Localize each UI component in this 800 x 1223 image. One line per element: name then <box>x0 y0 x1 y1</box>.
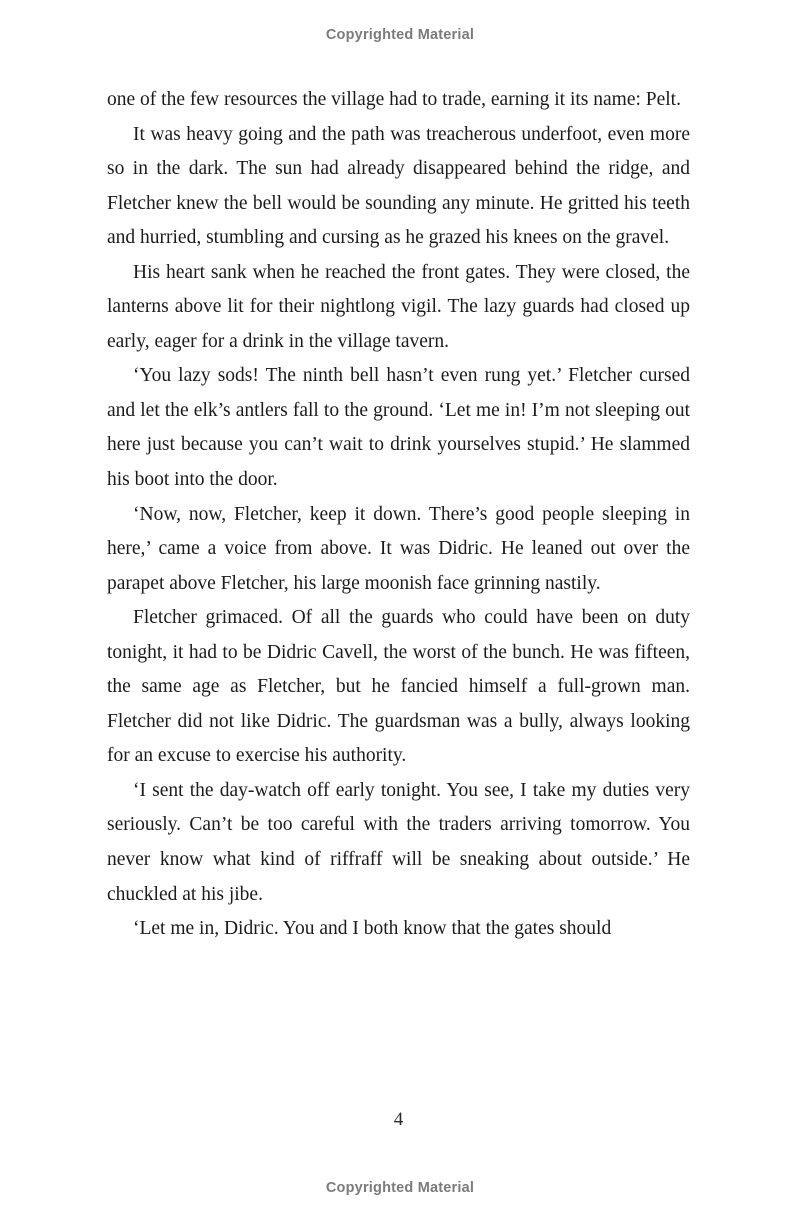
body-paragraph: Fletcher grimaced. Of all the guards who could have been on duty tonight, it had to be Didric Cavell, the worst of the bunch. He was fifteen, the same age as Fletcher, but he fancied himself a full-grown man. Fletcher did not like Didric. The guardsman was a bully, always looking for an excuse to exercise his authority. <box>107 607 690 767</box>
copyright-notice-top: Copyrighted Material <box>325 27 475 43</box>
body-paragraph: ‘Now, now, Fletcher, keep it down. There’s good people sleeping in here,’ came a voice from above. It was Didric. He leaned out over the parapet above Fletcher, his large moonish face grinning nastily. <box>107 503 690 594</box>
body-paragraph: ‘I sent the day-watch off early tonight. You see, I take my duties very seriously. Can’t be too careful with the traders arriving tomorrow. You never know what kind of riffraff will be sneaking about outside.’ He chuckled at his jibe. <box>107 779 690 905</box>
copyright-notice-bottom: Copyrighted Material <box>325 1180 475 1196</box>
body-paragraph: ‘Let me in, Didric. You and I both know that the gates should <box>133 918 612 940</box>
body-paragraph: ‘You lazy sods! The ninth bell hasn’t even rung yet.’ Fletcher cursed and let the elk’s antlers fall to the ground. ‘Let me in! I’m not sleeping out here just because you can’t wait to drink yourselves stupid.’ He slammed his boot into the door. <box>107 365 690 491</box>
body-text <box>107 83 690 947</box>
body-paragraph: His heart sank when he reached the front gates. They were closed, the lanterns above lit for their nightlong vigil. The lazy guards had closed up early, eager for a drink in the village tavern. <box>107 261 690 352</box>
body-paragraph: one of the few resources the village had to trade, earning it its name: Pelt. <box>107 89 681 110</box>
page-number: 4 <box>393 1109 404 1130</box>
body-paragraph: It was heavy going and the path was treacherous underfoot, even more so in the dark. The sun had already disappeared behind the ridge, and Fletcher knew the bell would be sounding any minute. He gritted his teeth and hurried, stumbling and cursing as he grazed his knees on the gravel. <box>107 123 690 249</box>
